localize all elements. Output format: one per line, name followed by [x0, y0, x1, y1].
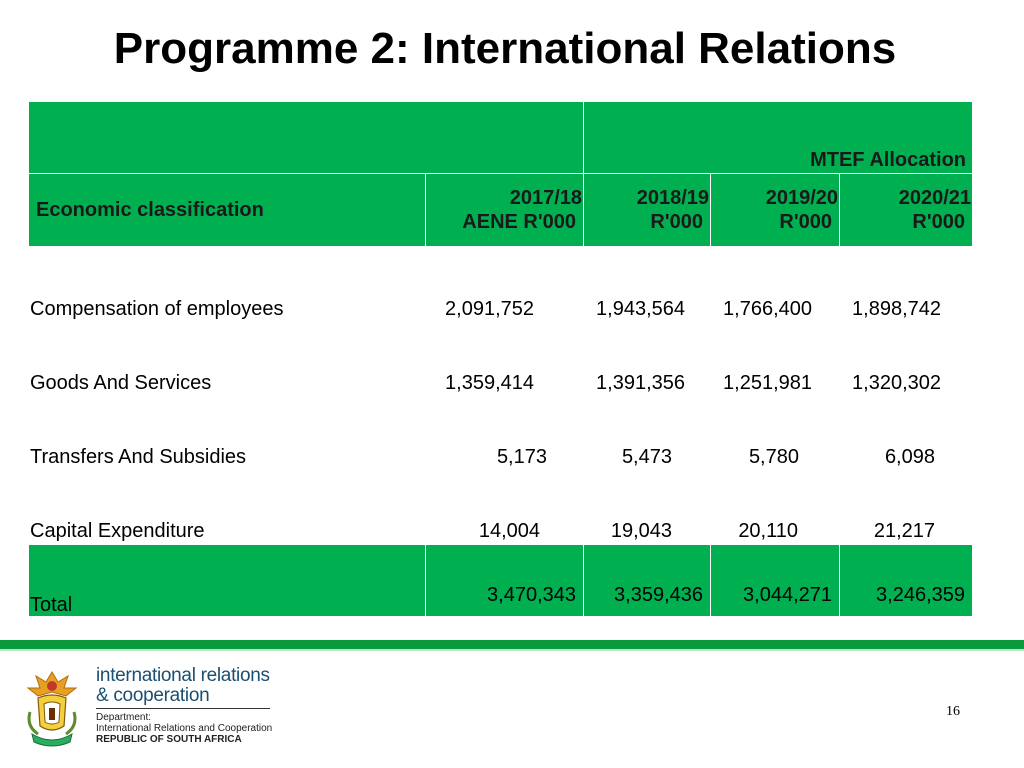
table-cell: 1,251,981	[723, 372, 812, 394]
page-number: 16	[946, 704, 960, 719]
table-cell: 6,098	[884, 446, 935, 468]
row-label: Goods And Services	[30, 372, 212, 394]
header-blank-cell	[29, 102, 583, 173]
table-cell: 5,173	[496, 446, 547, 468]
table-cell: 1,391,356	[596, 372, 685, 394]
page-title: Programme 2: International Relations	[113, 24, 897, 73]
economic-classification-header: Economic classification	[29, 174, 425, 246]
dept-line-1: Department:	[96, 712, 152, 723]
total-cell: 3,246,359	[840, 545, 972, 616]
table-cell: 21,217	[873, 520, 935, 542]
total-cell: 3,470,343	[426, 545, 583, 616]
dept-line-2: International Relations and Cooperation	[96, 723, 273, 734]
table-cell: 1,320,302	[852, 372, 941, 394]
table-cell: 5,473	[621, 446, 672, 468]
brand-divider	[96, 708, 270, 709]
col-header-2017: 2017/18 AENE R'000	[426, 174, 583, 246]
total-label-cell	[29, 545, 425, 616]
footer-green-bar	[0, 640, 1024, 649]
mtef-allocation-label: MTEF Allocation	[810, 149, 966, 171]
row-label: Capital Expenditure	[30, 520, 205, 542]
col-header-2020: 2020/21 R'000	[840, 174, 972, 246]
mtef-allocation-header	[584, 102, 972, 173]
dept-line-3: REPUBLIC OF SOUTH AFRICA	[96, 734, 242, 745]
table-cell: 1,766,400	[723, 298, 812, 320]
table-cell: 1,359,414	[445, 372, 534, 394]
total-cell: 3,359,436	[584, 545, 710, 616]
col-header-2018: 2018/19 R'000	[584, 174, 710, 246]
table-cell: 5,780	[748, 446, 799, 468]
table-cell: 1,943,564	[596, 298, 685, 320]
col-header-2019: 2019/20 R'000	[711, 174, 839, 246]
total-label: Total	[30, 594, 73, 616]
table-cell: 2,091,752	[445, 298, 534, 320]
brand-line-1: international relations	[96, 665, 270, 686]
table-cell: 1,898,742	[852, 298, 941, 320]
table-cell: 20,110	[738, 520, 798, 542]
row-label: Transfers And Subsidies	[30, 446, 247, 468]
table-cell: 19,043	[610, 520, 672, 542]
total-cell: 3,044,271	[711, 545, 839, 616]
footer-green-bar-light	[0, 649, 1024, 651]
brand-line-2: & cooperation	[96, 685, 210, 706]
coat-of-arms-icon	[22, 668, 82, 750]
row-label: Compensation of employees	[30, 298, 284, 320]
table-cell: 14,004	[478, 520, 540, 542]
